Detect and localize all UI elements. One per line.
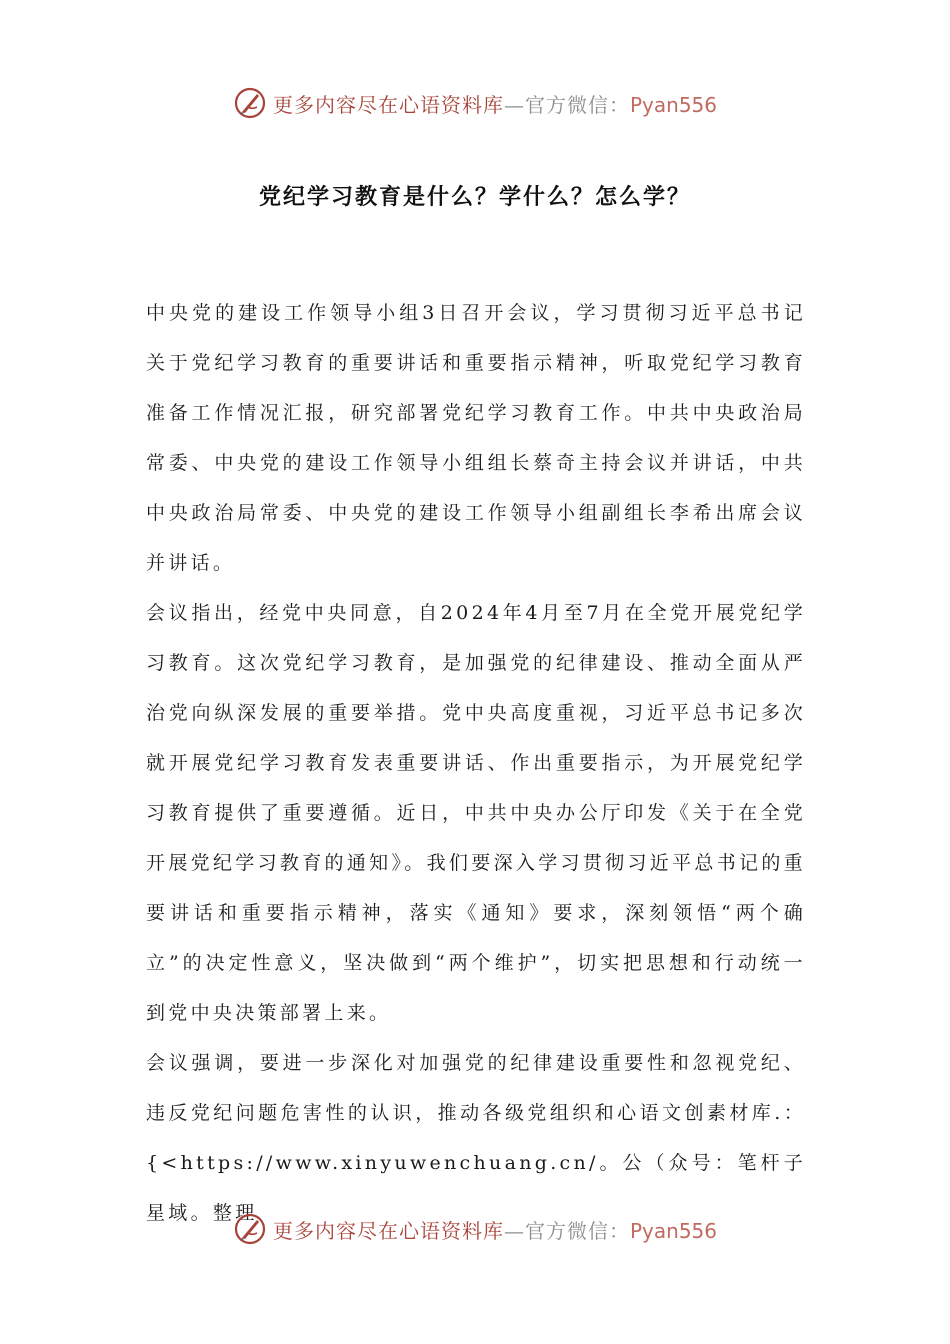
footer-watermark xyxy=(0,1209,950,1249)
paragraph-1: 中央党的建设工作领导小组3日召开会议，学习贯彻习近平总书记关于党纪学习教育的重要讲话和重要指示精神，听取党纪学习教育准备工作情况汇报，研究部署党纪学习教育工作。中共中央政治局常委、中央党的建设工作领导小组组长蔡奇主持会议并讲话，中共中央政治局常委、中央党的建设工作领导小组副组长李希出席会议并讲话。 xyxy=(146,302,806,574)
quill-logo-icon xyxy=(233,86,267,120)
watermark-wechat-id: Pyan556 xyxy=(629,1218,717,1243)
watermark-wechat-id: Pyan556 xyxy=(629,92,717,117)
paragraph-2: 会议指出，经党中央同意，自2024年4月至7月在全党开展党纪学习教育。这次党纪学习教育，是加强党的纪律建设、推动全面从严治党向纵深发展的重要举措。党中央高度重视，习近平总书记多次就开展党纪学习教育发表重要讲话、作出重要指示，为开展党纪学习教育提供了重要遵循。近日，中共中央办公厅印发《关于在全党开展党纪学习教育的通知》。我们要深入学习贯彻习近平总书记的重要讲话和重要指示精神，落实《通知》要求，深刻领悟“两个确立”的决定性意义，坚决做到“两个维护”，切实把思想和行动统一到党中央决策部署上来。 xyxy=(146,602,806,1024)
document-body xyxy=(146,288,806,1238)
watermark-main: 更多内容尽在心语资料库 xyxy=(272,1218,504,1243)
watermark-text xyxy=(273,89,717,118)
watermark-text xyxy=(273,1215,717,1244)
watermark-tail: —官方微信： xyxy=(503,1218,630,1243)
paragraph-3: 会议强调，要进一步深化对加强党的纪律建设重要性和忽视党纪、违反党纪问题危害性的认识，推动各级党组织和心语文创素材库.：{<https://www.xinyuwenchuang.cn/。公（众号：笔杆子星域。整理 xyxy=(146,1052,806,1224)
watermark-tail: —官方微信： xyxy=(503,92,630,117)
document-title: 党纪学习教育是什么？学什么？怎么学？ xyxy=(258,184,691,210)
header-watermark xyxy=(0,83,950,123)
quill-logo-icon xyxy=(233,1212,267,1246)
watermark-main: 更多内容尽在心语资料库 xyxy=(272,92,504,117)
